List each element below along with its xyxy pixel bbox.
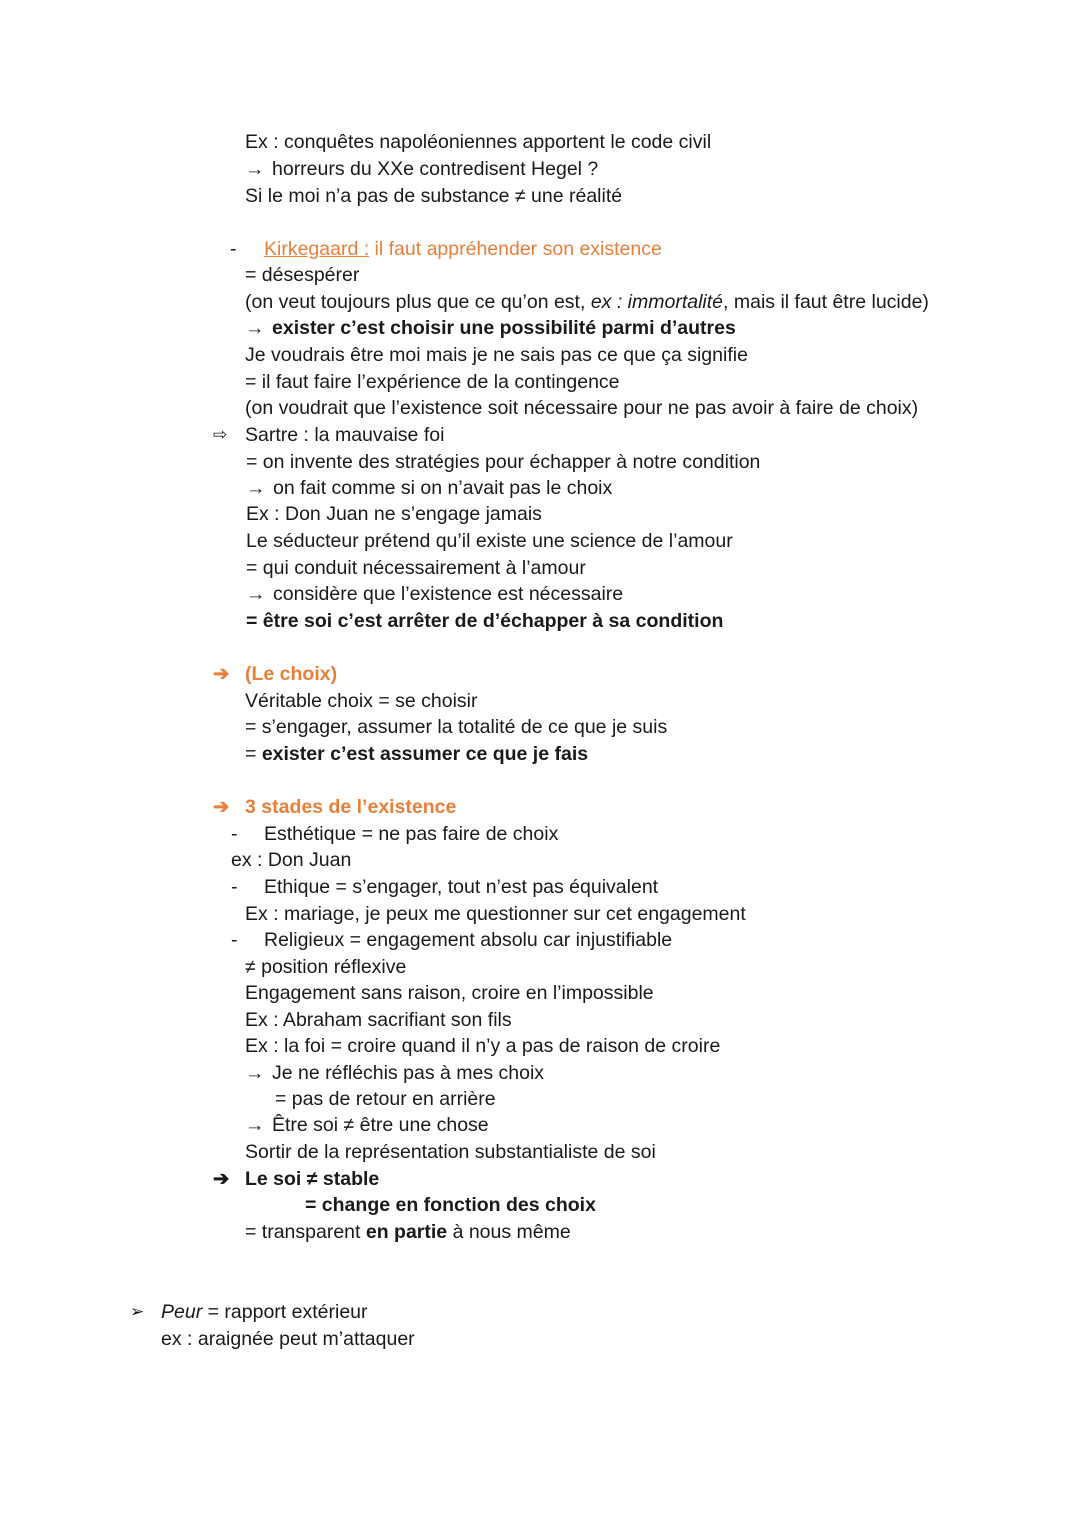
note-line: ≠ position réflexive xyxy=(245,956,407,978)
kierkegaard-heading xyxy=(264,236,662,262)
note-line: on fait comme si on n’avait pas le choix xyxy=(273,477,613,499)
note-line: (on voudrait que l’existence soit nécessaire pour ne pas avoir à faire de choix) xyxy=(245,397,919,419)
note-line: = on invente des stratégies pour échapper à notre condition xyxy=(246,451,761,473)
text-part: , mais il faut être lucide) xyxy=(723,291,929,313)
note-line: ex : araignée peut m’attaquer xyxy=(161,1328,415,1350)
choice-heading: (Le choix) xyxy=(245,663,338,685)
note-line-bold: exister c’est choisir une possibilité parmi d’autres xyxy=(272,317,736,339)
note-line-bold: Le soi ≠ stable xyxy=(245,1168,380,1190)
bold-part: en partie xyxy=(365,1221,448,1243)
note-line: = désespérer xyxy=(245,264,360,286)
note-line xyxy=(245,289,929,315)
arrow-icon: → xyxy=(245,158,265,180)
text-part: = xyxy=(245,743,262,765)
dash-bullet: - xyxy=(231,823,238,845)
note-line: Ex : mariage, je peux me questionner sur cet engagement xyxy=(245,903,746,925)
note-line: Le séducteur prétend qu’il existe une science de l’amour xyxy=(246,530,733,552)
note-line: = pas de retour en arrière xyxy=(275,1088,496,1110)
note-line xyxy=(161,1299,368,1325)
note-line: ex : Don Juan xyxy=(231,849,352,871)
note-line: Engagement sans raison, croire en l’impossible xyxy=(245,982,654,1004)
note-line xyxy=(245,741,588,767)
text-part: à nous même xyxy=(447,1221,571,1243)
bold-arrow-icon: ➔ xyxy=(213,1168,230,1190)
arrow-icon: → xyxy=(245,1062,265,1084)
note-line: Ex : Don Juan ne s’engage jamais xyxy=(246,503,542,525)
text-part: = rapport extérieur xyxy=(202,1301,368,1323)
bold-arrow-icon: ➔ xyxy=(213,796,230,818)
italic-term: Peur xyxy=(161,1301,203,1323)
note-line: Ex : conquêtes napoléoniennes apportent le code civil xyxy=(245,131,712,153)
note-line xyxy=(245,1219,571,1245)
italic-example: ex : immortalité xyxy=(590,291,724,313)
stages-heading: 3 stades de l’existence xyxy=(245,796,457,818)
arrow-icon: → xyxy=(245,1114,265,1136)
note-line: Si le moi n’a pas de substance ≠ une réalité xyxy=(245,185,623,207)
heading-rest: il faut appréhender son existence xyxy=(369,238,662,260)
dash-bullet: - xyxy=(231,876,238,898)
arrow-icon: → xyxy=(246,583,266,605)
dash-bullet: - xyxy=(231,929,238,951)
sartre-heading: Sartre : la mauvaise foi xyxy=(245,424,445,446)
note-line: Véritable choix = se choisir xyxy=(245,690,478,712)
note-line: considère que l’existence est nécessaire xyxy=(273,583,624,605)
note-line: = qui conduit nécessairement à l’amour xyxy=(246,557,586,579)
note-line: Esthétique = ne pas faire de choix xyxy=(264,823,559,845)
note-line: Ex : la foi = croire quand il n’y a pas de raison de croire xyxy=(245,1035,721,1057)
note-line: Être soi ≠ être une chose xyxy=(272,1114,489,1136)
note-line: = s’engager, assumer la totalité de ce que je suis xyxy=(245,716,668,738)
note-line-bold: = change en fonction des choix xyxy=(305,1194,596,1216)
text-part: (on veut toujours plus que ce qu’on est, xyxy=(245,291,591,313)
text-part: = transparent xyxy=(245,1221,366,1243)
note-line: Ethique = s’engager, tout n’est pas équivalent xyxy=(264,876,659,898)
note-line-bold: = être soi c’est arrêter de d’échapper à sa condition xyxy=(246,610,724,632)
note-line: = il faut faire l’expérience de la contingence xyxy=(245,371,620,393)
note-line: Je voudrais être moi mais je ne sais pas ce que ça signifie xyxy=(245,344,748,366)
bold-arrow-icon: ➔ xyxy=(213,663,230,685)
pointer-bullet-icon: ➢ xyxy=(130,1302,145,1321)
dash-bullet: - xyxy=(230,238,237,260)
note-line: Religieux = engagement absolu car injustifiable xyxy=(264,929,673,951)
note-line: Ex : Abraham sacrifiant son fils xyxy=(245,1009,512,1031)
arrow-icon: → xyxy=(245,317,265,339)
note-line: Je ne réfléchis pas à mes choix xyxy=(272,1062,545,1084)
note-line: Sortir de la représentation substantialiste de soi xyxy=(245,1141,656,1163)
bold-part: exister c’est assumer ce que je fais xyxy=(261,743,589,765)
arrow-icon: → xyxy=(246,477,266,499)
kierkegaard-name: Kirkegaard : xyxy=(264,238,370,260)
hollow-arrow-icon: ⇨ xyxy=(213,425,228,444)
note-line: horreurs du XXe contredisent Hegel ? xyxy=(272,158,599,180)
